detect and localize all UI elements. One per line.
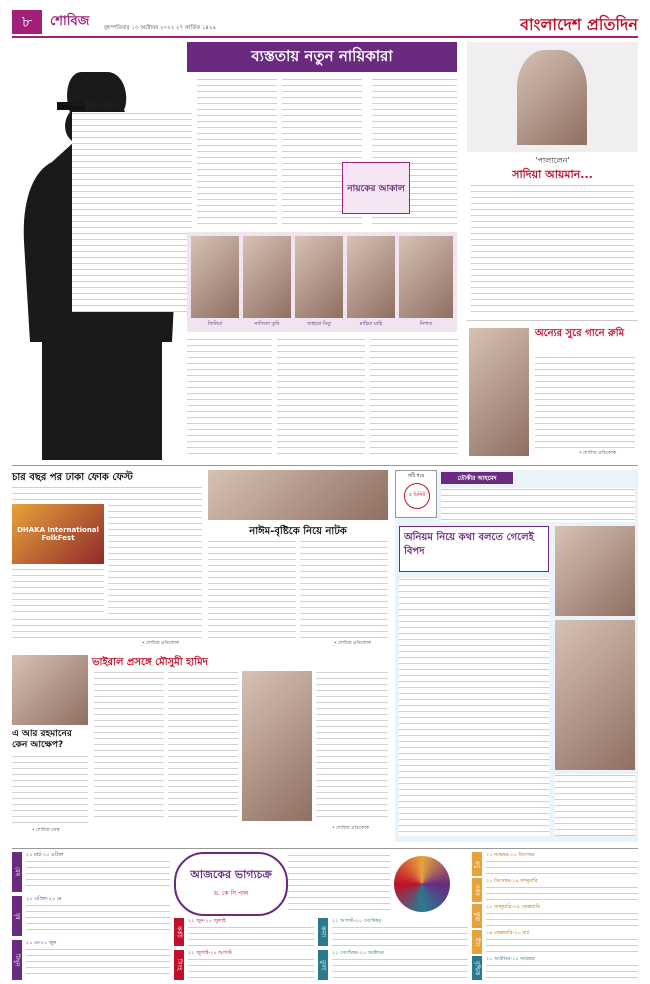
natok-headline: নাঈম-বৃষ্টিকে নিয়ে নাটক — [249, 526, 347, 537]
viral-article — [12, 655, 388, 835]
zodiac-wheel-icon — [394, 856, 450, 912]
actress-photo-5 — [399, 236, 453, 318]
lead-text-col5 — [187, 338, 272, 458]
side-column — [467, 42, 638, 460]
rumi-text — [535, 356, 635, 450]
sadia-photo — [467, 42, 638, 152]
sub-headline: নায়কের আকাল — [342, 162, 410, 214]
rumi-photo — [469, 328, 529, 456]
natok-credit: • শোবিজ প্রতিবেদক — [334, 641, 371, 646]
mousumi-photo — [242, 671, 312, 821]
lead-text-col7 — [370, 338, 458, 458]
actress-photo-2 — [243, 236, 291, 318]
sign-libra: তুলা ২১ সেপ্টেম্বর-২০ অক্টোবর — [318, 950, 468, 980]
lead-text-col6 — [277, 338, 365, 458]
folk-credit: • শোবিজ প্রতিবেদক — [142, 641, 179, 646]
lead-text-col2 — [197, 78, 277, 228]
viral-credit: • শোবিজ প্রতিবেদক — [332, 826, 369, 831]
interview-name: তৌকীর আহমেদ — [441, 472, 513, 484]
horoscope — [12, 852, 638, 980]
viral-headline: ভাইরাল প্রসঙ্গে মৌসুমী হামিদ — [92, 657, 208, 668]
actress-photo-3 — [295, 236, 343, 318]
sign-leo: সিংহ ২১ জুলাই-২০ আগস্ট — [174, 950, 314, 980]
lead-byline: আলাউদ্দীন মাজিদ — [72, 102, 118, 109]
actress-name-4: মাহিয়া মাহি — [359, 321, 383, 327]
natok-photo — [208, 470, 388, 520]
sign-pisces: মীন ১৯ ফেব্রুয়ারি-২০ মার্চ — [472, 930, 638, 954]
toukir-photo-2 — [555, 620, 635, 770]
lead-headline: ব্যস্ততায় নতুন নায়িকারা — [187, 42, 457, 72]
ar-photo — [12, 655, 88, 725]
rumi-credit: • শোবিজ প্রতিবেদক — [579, 451, 616, 456]
sign-sagittarius: ধনু ২১ নভেম্বর-২০ ডিসেম্বর — [472, 852, 638, 876]
page-header — [12, 10, 638, 38]
ar-credit: • শোবিজ ডেস্ক — [32, 828, 60, 833]
clock-icon: ৫ মিনিট — [404, 483, 430, 509]
sign-gemini: মিথুন ২১ মে-২০ জুন — [12, 940, 170, 980]
actress-name-3: জাহারা মিতু — [307, 321, 331, 327]
brand-logo: বাংলাদেশ প্রতিদিন — [520, 15, 638, 34]
actress-name-1: জিনিয়া — [207, 321, 223, 327]
toukir-photo — [555, 526, 635, 616]
horoscope-author: ড. কে সি পাল — [213, 890, 249, 897]
sign-aquarius: কুম্ভ ২০ জানুয়ারি-১৮ ফেব্রুয়ারি — [472, 904, 638, 928]
sign-cancer: কর্কট ২১ জুন-২০ জুলাই — [174, 918, 314, 946]
issue-date: বৃহস্পতিবার ১৩ অক্টোবর ২০২২ ২৭ কার্তিক ১৪২৯ — [104, 25, 216, 31]
side-headline: সাদিয়া আয়মান... — [512, 168, 593, 181]
side-text — [471, 184, 634, 314]
interview-kicker: খটি ধরে — [407, 473, 425, 479]
ar-headline: এ আর রহমানের কেন আক্ষেপ? — [12, 729, 72, 750]
actress-photos — [187, 232, 457, 332]
rumi-headline: অন্যের সুরে গানে রুমি — [535, 328, 625, 339]
sign-taurus: বৃষ ২১ এপ্রিল-২০ মে — [12, 896, 170, 936]
sign-aries: মেষ ২১ মার্চ-২০ এপ্রিল — [12, 852, 170, 892]
interview-headline: অনিয়ম নিয়ে কথা বলতে গেলেই বিপদ — [399, 526, 549, 572]
natok-article — [208, 470, 388, 650]
actress-name-5: নিশাত — [419, 321, 433, 327]
page-number: ৮ — [12, 10, 42, 34]
side-headline-small: 'পালালেন' — [535, 156, 570, 165]
actress-name-2: নাজিফা তুষি — [254, 321, 280, 327]
horoscope-intro — [288, 854, 390, 912]
lead-story — [12, 42, 460, 460]
interview-article — [395, 470, 638, 842]
folkfest-logo: DHAKA International FolkFest — [12, 504, 104, 564]
actress-photo-1 — [191, 236, 239, 318]
sign-scorpio: বৃশ্চিক ২১ অক্টোবর-২০ নভেম্বর — [472, 956, 638, 980]
section-title: শোবিজ — [50, 14, 90, 29]
sign-capricorn: মকর ২১ ডিসেম্বর-১৯ জানুয়ারি — [472, 878, 638, 902]
lead-text-col1 — [72, 112, 192, 312]
actress-photo-4 — [347, 236, 395, 318]
horoscope-title: আজকের ভাগ্যচক্র — [190, 868, 272, 881]
sign-virgo: কন্যা ২১ আগস্ট-২০ সেপ্টেম্বর — [318, 918, 468, 946]
folk-headline: চার বছর পর ঢাকা ফোক ফেস্ট — [12, 472, 133, 483]
folk-article — [12, 470, 202, 650]
